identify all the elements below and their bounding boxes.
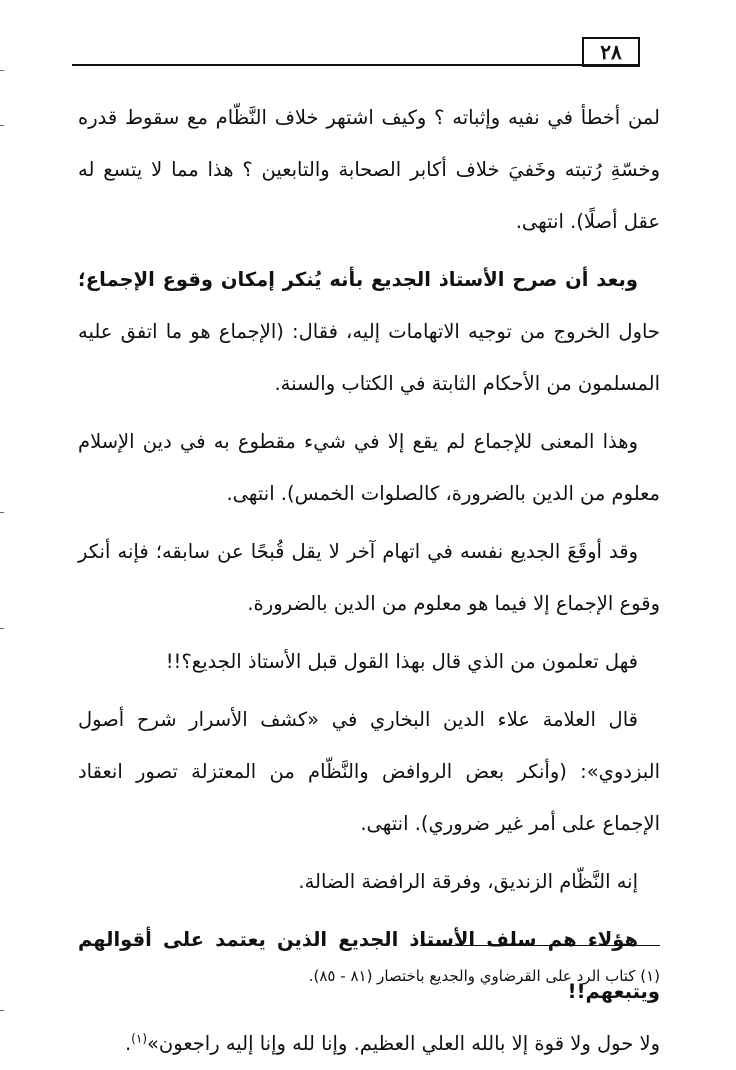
paragraph-7: إنه النَّظّام الزنديق، وفرقة الرافضة الضالة. (298, 870, 638, 893)
paragraph-8: هؤلاء هم سلف الأستاذ الجديع الذين يعتمد على أقوالهم ويتبعهم!! (78, 928, 660, 1003)
paragraph-1: لمن أخطأ في نفيه وإثباته ؟ وكيف اشتهر خلاف النَّظّام مع سقوط قدره وخسّةِ رُتبته وخَفيَ خلاف أكابر الصحابة والتابعين ؟ هذا مما لا يتسع له عقل أصلًا). انتهى. (78, 106, 660, 233)
paragraph-2-bold: وبعد أن صرح الأستاذ الجديع بأنه يُنكر إمكان وقوع الإجماع؛ (78, 268, 638, 291)
margin-tick (0, 628, 4, 629)
footnote: (١) كتاب الرد على القرضاوي والجديع باختصار (٨١ - ٨٥). (308, 967, 660, 985)
margin-tick (0, 125, 4, 126)
margin-tick (0, 512, 4, 513)
header-rule (72, 64, 640, 66)
paragraph-4: وقد أوقَعَ الجديع نفسه في اتهام آخر لا يقل قُبحًا عن سابقه؛ فإنه أنكر وقوع الإجماع إلا فيما هو معلوم من الدين بالضرورة. (78, 540, 660, 615)
footnote-marker: (١) (131, 1031, 147, 1046)
page-body (78, 92, 660, 1070)
paragraph-2-rest: حاول الخروج من توجيه الاتهامات إليه، فقال: (الإجماع هو ما اتفق عليه المسلمون من الأحكام الثابتة في الكتاب والسنة. (78, 320, 660, 395)
paragraph-2 (78, 254, 660, 410)
paragraph-9-end: . (124, 1032, 132, 1055)
margin-tick (0, 70, 4, 71)
paragraph-6: قال العلامة علاء الدين البخاري في «كشف الأسرار شرح أصول البزدوي»: (وأنكر بعض الروافض والنَّظّام من المعتزلة تصور انعقاد الإجماع على أمر غير ضروري). انتهى. (78, 708, 660, 835)
margin-tick (0, 1010, 4, 1011)
page-number: ٢٨ (582, 37, 640, 67)
footnote-rule (420, 945, 660, 946)
paragraph-5: فهل تعلمون من الذي قال بهذا القول قبل الأستاذ الجديع؟!! (165, 650, 638, 673)
paragraph-3: وهذا المعنى للإجماع لم يقع إلا في شيء مقطوع به في دين الإسلام معلوم من الدين بالضرورة، كالصلوات الخمس). انتهى. (78, 430, 660, 505)
paragraph-9-text: ولا حول ولا قوة إلا بالله العلي العظيم. وإنا لله وإنا إليه راجعون» (147, 1032, 660, 1055)
paragraph-9 (78, 1018, 660, 1070)
